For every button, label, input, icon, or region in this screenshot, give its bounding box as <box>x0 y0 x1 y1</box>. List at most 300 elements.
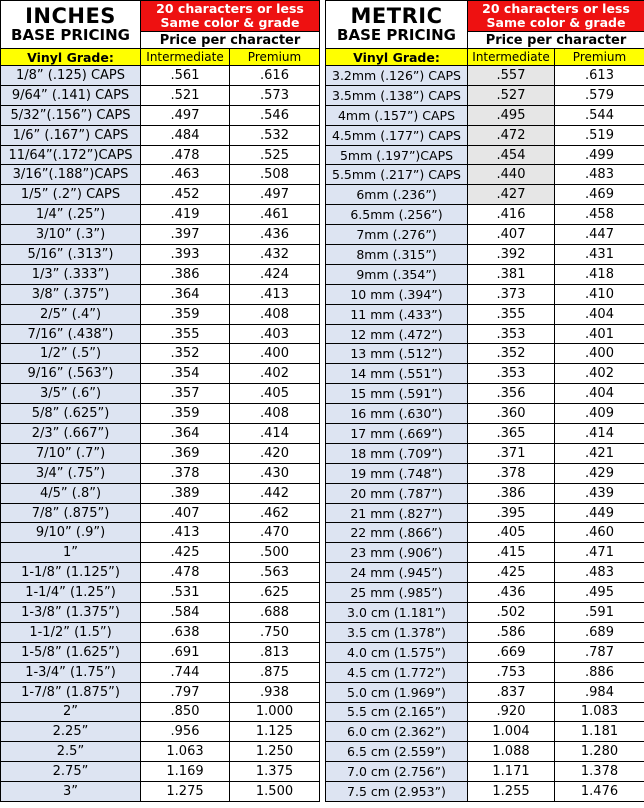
inches-premium-price: .403 <box>230 324 320 344</box>
metric-price-row <box>326 642 644 662</box>
inches-price-row <box>1 782 320 802</box>
inches-price-row <box>1 722 320 742</box>
metric-size-cell: 11 mm (.433”) <box>326 304 468 324</box>
metric-premium-price: 1.181 <box>555 722 644 742</box>
inches-size-cell: 2.75” <box>1 762 141 782</box>
metric-intermediate-price: .355 <box>468 304 555 324</box>
inches-price-row <box>1 284 320 304</box>
inches-premium-price: .461 <box>230 205 320 225</box>
inches-price-row <box>1 185 320 205</box>
inches-size-cell: 1-1/4” (1.25”) <box>1 583 141 603</box>
inches-premium-price: .875 <box>230 662 320 682</box>
inches-title: INCHES <box>25 4 116 28</box>
inches-premium-price: .432 <box>230 245 320 265</box>
inches-title-cell <box>1 1 141 49</box>
inches-price-row <box>1 483 320 503</box>
metric-price-row <box>326 145 644 165</box>
metric-intermediate-price: .392 <box>468 245 555 265</box>
inches-price-row <box>1 384 320 404</box>
inches-size-cell: 1-1/2” (1.5”) <box>1 622 141 642</box>
metric-size-cell: 17 mm (.669”) <box>326 424 468 444</box>
inches-size-cell: 1/4” (.25”) <box>1 205 141 225</box>
inches-size-cell: 2.25” <box>1 722 141 742</box>
inches-premium-price: .405 <box>230 384 320 404</box>
metric-intermediate-price: .837 <box>468 682 555 702</box>
metric-premium-price: .421 <box>555 443 644 463</box>
metric-price-row <box>326 225 644 245</box>
metric-size-cell: 7.5 cm (2.953”) <box>326 782 468 802</box>
metric-size-cell: 12 mm (.472”) <box>326 324 468 344</box>
inches-premium-price: 1.000 <box>230 702 320 722</box>
inches-intermediate-price: .378 <box>141 463 230 483</box>
metric-price-row <box>326 85 644 105</box>
inches-premium-price: .573 <box>230 85 320 105</box>
inches-size-cell: 2” <box>1 702 141 722</box>
metric-intermediate-price: .669 <box>468 642 555 662</box>
metric-premium-price: .579 <box>555 85 644 105</box>
metric-price-row <box>326 543 644 563</box>
inches-intermediate-price: .425 <box>141 543 230 563</box>
inches-price-row <box>1 85 320 105</box>
metric-price-row <box>326 603 644 623</box>
inches-premium-price: .408 <box>230 304 320 324</box>
inches-size-cell: 2/3” (.667”) <box>1 424 141 444</box>
inches-intermediate-price: .389 <box>141 483 230 503</box>
metric-premium-price: .886 <box>555 662 644 682</box>
metric-price-row <box>326 742 644 762</box>
metric-price-row <box>326 503 644 523</box>
inches-grade-label: Vinyl Grade: <box>1 49 141 66</box>
metric-intermediate-price: .440 <box>468 165 555 185</box>
metric-premium-price: .401 <box>555 324 644 344</box>
metric-intermediate-price: .353 <box>468 324 555 344</box>
metric-premium-price: 1.280 <box>555 742 644 762</box>
metric-price-row <box>326 125 644 145</box>
inches-size-cell: 11/64”(.172”)CAPS <box>1 145 141 165</box>
inches-price-row <box>1 364 320 384</box>
metric-price-row <box>326 66 644 86</box>
inches-premium-price: .400 <box>230 344 320 364</box>
metric-intermediate-price: .407 <box>468 225 555 245</box>
metric-title-cell <box>326 1 468 49</box>
inches-intermediate-price: .397 <box>141 225 230 245</box>
metric-price-row <box>326 205 644 225</box>
metric-premium-price: .439 <box>555 483 644 503</box>
metric-price-row <box>326 483 644 503</box>
inches-price-row <box>1 125 320 145</box>
metric-intermediate-price: .586 <box>468 622 555 642</box>
metric-price-row <box>326 443 644 463</box>
metric-price-label: Price per character <box>468 32 644 49</box>
metric-size-cell: 4mm (.157”) CAPS <box>326 105 468 125</box>
metric-subtitle: BASE PRICING <box>337 26 456 44</box>
inches-premium-price: .462 <box>230 503 320 523</box>
inches-intermediate-price: .359 <box>141 304 230 324</box>
inches-size-cell: 1/5” (.2”) CAPS <box>1 185 141 205</box>
metric-price-row <box>326 662 644 682</box>
metric-price-row <box>326 404 644 424</box>
metric-size-cell: 3.2mm (.126”) CAPS <box>326 66 468 86</box>
metric-intermediate-price: .495 <box>468 105 555 125</box>
inches-premium-price: .414 <box>230 424 320 444</box>
inches-size-cell: 3/5” (.6”) <box>1 384 141 404</box>
inches-intermediate-price: .638 <box>141 622 230 642</box>
inches-banner-line2: Same color & grade <box>160 15 300 30</box>
inches-price-label: Price per character <box>141 32 320 49</box>
metric-price-row <box>326 782 644 802</box>
inches-intermediate-price: .355 <box>141 324 230 344</box>
inches-premium-price: .525 <box>230 145 320 165</box>
inches-size-cell: 5/32”(.156”) CAPS <box>1 105 141 125</box>
inches-size-cell: 1-7/8” (1.875”) <box>1 682 141 702</box>
metric-premium-price: .404 <box>555 304 644 324</box>
inches-col-intermediate: Intermediate <box>141 49 230 66</box>
inches-size-cell: 1/8” (.125) CAPS <box>1 66 141 86</box>
metric-price-row <box>326 324 644 344</box>
metric-price-row <box>326 424 644 444</box>
inches-premium-price: 1.125 <box>230 722 320 742</box>
metric-intermediate-price: .371 <box>468 443 555 463</box>
metric-banner-line2: Same color & grade <box>486 15 626 30</box>
inches-intermediate-price: .419 <box>141 205 230 225</box>
inches-subtitle: BASE PRICING <box>11 26 130 44</box>
inches-premium-price: .500 <box>230 543 320 563</box>
inches-price-row <box>1 165 320 185</box>
metric-premium-price: .591 <box>555 603 644 623</box>
inches-premium-price: .563 <box>230 563 320 583</box>
inches-price-row <box>1 702 320 722</box>
metric-col-premium: Premium <box>555 49 644 66</box>
metric-intermediate-price: .353 <box>468 364 555 384</box>
inches-size-cell: 4/5” (.8”) <box>1 483 141 503</box>
inches-pricing-table <box>0 0 320 802</box>
metric-intermediate-price: 1.004 <box>468 722 555 742</box>
inches-size-cell: 7/8” (.875”) <box>1 503 141 523</box>
inches-premium-price: 1.250 <box>230 742 320 762</box>
metric-size-cell: 7mm (.276”) <box>326 225 468 245</box>
metric-premium-price: 1.476 <box>555 782 644 802</box>
metric-intermediate-price: .381 <box>468 264 555 284</box>
metric-size-cell: 6.5 cm (2.559”) <box>326 742 468 762</box>
metric-size-cell: 21 mm (.827”) <box>326 503 468 523</box>
metric-size-cell: 13 mm (.512”) <box>326 344 468 364</box>
metric-intermediate-price: .395 <box>468 503 555 523</box>
metric-title: METRIC <box>350 4 443 28</box>
metric-price-row <box>326 284 644 304</box>
inches-intermediate-price: .386 <box>141 264 230 284</box>
metric-price-row <box>326 264 644 284</box>
metric-intermediate-price: 1.255 <box>468 782 555 802</box>
metric-premium-price: .418 <box>555 264 644 284</box>
inches-premium-price: .508 <box>230 165 320 185</box>
inches-premium-price: .424 <box>230 264 320 284</box>
metric-premium-price: .984 <box>555 682 644 702</box>
inches-size-cell: 1-1/8” (1.125”) <box>1 563 141 583</box>
inches-size-cell: 1/3” (.333”) <box>1 264 141 284</box>
metric-intermediate-price: .454 <box>468 145 555 165</box>
metric-price-row <box>326 364 644 384</box>
inches-intermediate-price: .352 <box>141 344 230 364</box>
metric-size-cell: 5mm (.197”)CAPS <box>326 145 468 165</box>
inches-premium-price: .413 <box>230 284 320 304</box>
inches-premium-price: .430 <box>230 463 320 483</box>
metric-premium-price: .460 <box>555 523 644 543</box>
metric-size-cell: 3.0 cm (1.181”) <box>326 603 468 623</box>
inches-price-row <box>1 205 320 225</box>
inches-intermediate-price: .357 <box>141 384 230 404</box>
inches-intermediate-price: 1.063 <box>141 742 230 762</box>
metric-premium-price: .410 <box>555 284 644 304</box>
inches-col-premium: Premium <box>230 49 320 66</box>
inches-price-row <box>1 603 320 623</box>
inches-intermediate-price: .359 <box>141 404 230 424</box>
inches-intermediate-price: .584 <box>141 603 230 623</box>
inches-intermediate-price: .463 <box>141 165 230 185</box>
metric-size-cell: 19 mm (.748”) <box>326 463 468 483</box>
metric-premium-price: .458 <box>555 205 644 225</box>
inches-size-cell: 1/6” (.167”) CAPS <box>1 125 141 145</box>
inches-price-row <box>1 503 320 523</box>
inches-intermediate-price: .744 <box>141 662 230 682</box>
inches-price-row <box>1 264 320 284</box>
metric-banner-line1: 20 characters or less <box>482 1 630 16</box>
inches-size-cell: 3” <box>1 782 141 802</box>
inches-premium-price: 1.375 <box>230 762 320 782</box>
inches-intermediate-price: .413 <box>141 523 230 543</box>
metric-intermediate-price: .378 <box>468 463 555 483</box>
inches-price-row <box>1 324 320 344</box>
metric-premium-price: .544 <box>555 105 644 125</box>
metric-price-row <box>326 622 644 642</box>
metric-intermediate-price: .373 <box>468 284 555 304</box>
inches-intermediate-price: .364 <box>141 284 230 304</box>
inches-intermediate-price: .407 <box>141 503 230 523</box>
inches-price-row <box>1 245 320 265</box>
metric-premium-price: .429 <box>555 463 644 483</box>
inches-size-cell: 9/64” (.141) CAPS <box>1 85 141 105</box>
metric-intermediate-price: .415 <box>468 543 555 563</box>
inches-intermediate-price: .561 <box>141 66 230 86</box>
inches-intermediate-price: .354 <box>141 364 230 384</box>
metric-price-row <box>326 344 644 364</box>
inches-price-row <box>1 344 320 364</box>
metric-premium-price: .483 <box>555 563 644 583</box>
metric-size-cell: 16 mm (.630”) <box>326 404 468 424</box>
inches-intermediate-price: .521 <box>141 85 230 105</box>
inches-intermediate-price: 1.275 <box>141 782 230 802</box>
inches-premium-price: .625 <box>230 583 320 603</box>
metric-size-cell: 24 mm (.945”) <box>326 563 468 583</box>
inches-intermediate-price: .452 <box>141 185 230 205</box>
metric-intermediate-price: .386 <box>468 483 555 503</box>
metric-size-cell: 25 mm (.985”) <box>326 583 468 603</box>
metric-size-cell: 5.5mm (.217”) CAPS <box>326 165 468 185</box>
inches-premium-price: .497 <box>230 185 320 205</box>
metric-intermediate-price: .753 <box>468 662 555 682</box>
inches-price-row <box>1 742 320 762</box>
inches-intermediate-price: .531 <box>141 583 230 603</box>
inches-price-row <box>1 762 320 782</box>
inches-size-cell: 3/4” (.75”) <box>1 463 141 483</box>
metric-price-row <box>326 563 644 583</box>
inches-size-cell: 7/10” (.7”) <box>1 443 141 463</box>
metric-price-row <box>326 722 644 742</box>
inches-intermediate-price: .364 <box>141 424 230 444</box>
metric-premium-price: .689 <box>555 622 644 642</box>
inches-size-cell: 2.5” <box>1 742 141 762</box>
inches-premium-price: .616 <box>230 66 320 86</box>
inches-size-cell: 9/10” (.9”) <box>1 523 141 543</box>
inches-premium-price: .420 <box>230 443 320 463</box>
inches-price-row <box>1 622 320 642</box>
inches-price-row <box>1 563 320 583</box>
metric-size-cell: 6.0 cm (2.362”) <box>326 722 468 742</box>
inches-premium-price: .546 <box>230 105 320 125</box>
metric-banner <box>468 1 644 32</box>
metric-premium-price: .519 <box>555 125 644 145</box>
metric-premium-price: .449 <box>555 503 644 523</box>
metric-premium-price: .471 <box>555 543 644 563</box>
metric-size-cell: 6.5mm (.256”) <box>326 205 468 225</box>
metric-price-row <box>326 762 644 782</box>
metric-size-cell: 23 mm (.906”) <box>326 543 468 563</box>
inches-price-row <box>1 523 320 543</box>
inches-intermediate-price: .478 <box>141 145 230 165</box>
metric-premium-price: .495 <box>555 583 644 603</box>
inches-price-row <box>1 642 320 662</box>
metric-price-row <box>326 702 644 722</box>
metric-premium-price: .469 <box>555 185 644 205</box>
inches-intermediate-price: .369 <box>141 443 230 463</box>
metric-premium-price: .447 <box>555 225 644 245</box>
inches-price-row <box>1 66 320 86</box>
inches-premium-price: 1.500 <box>230 782 320 802</box>
metric-intermediate-price: .425 <box>468 563 555 583</box>
metric-intermediate-price: 1.171 <box>468 762 555 782</box>
inches-price-row <box>1 304 320 324</box>
inches-price-row <box>1 662 320 682</box>
inches-size-cell: 3/16”(.188”)CAPS <box>1 165 141 185</box>
inches-premium-price: .402 <box>230 364 320 384</box>
inches-size-cell: 3/10” (.3”) <box>1 225 141 245</box>
inches-intermediate-price: 1.169 <box>141 762 230 782</box>
inches-premium-price: .813 <box>230 642 320 662</box>
inches-premium-price: .938 <box>230 682 320 702</box>
metric-size-cell: 9mm (.354”) <box>326 264 468 284</box>
metric-price-row <box>326 105 644 125</box>
inches-intermediate-price: .497 <box>141 105 230 125</box>
inches-size-cell: 1-3/8” (1.375”) <box>1 603 141 623</box>
metric-size-cell: 5.5 cm (2.165”) <box>326 702 468 722</box>
metric-premium-price: .787 <box>555 642 644 662</box>
inches-size-cell: 5/8” (.625”) <box>1 404 141 424</box>
inches-banner-line1: 20 characters or less <box>156 1 304 16</box>
metric-grade-label: Vinyl Grade: <box>326 49 468 66</box>
inches-size-cell: 3/8” (.375”) <box>1 284 141 304</box>
metric-premium-price: .404 <box>555 384 644 404</box>
inches-price-row <box>1 443 320 463</box>
metric-size-cell: 6mm (.236”) <box>326 185 468 205</box>
inches-price-row <box>1 543 320 563</box>
metric-premium-price: 1.378 <box>555 762 644 782</box>
metric-intermediate-price: .356 <box>468 384 555 404</box>
inches-size-cell: 5/16” (.313”) <box>1 245 141 265</box>
metric-size-cell: 4.5mm (.177”) CAPS <box>326 125 468 145</box>
metric-intermediate-price: .360 <box>468 404 555 424</box>
metric-intermediate-price: .405 <box>468 523 555 543</box>
metric-premium-price: .483 <box>555 165 644 185</box>
metric-size-cell: 3.5mm (.138”) CAPS <box>326 85 468 105</box>
metric-pricing-table <box>325 0 644 802</box>
metric-premium-price: .400 <box>555 344 644 364</box>
metric-intermediate-price: .427 <box>468 185 555 205</box>
inches-intermediate-price: .956 <box>141 722 230 742</box>
metric-intermediate-price: .365 <box>468 424 555 444</box>
metric-premium-price: .402 <box>555 364 644 384</box>
inches-size-cell: 1-3/4” (1.75”) <box>1 662 141 682</box>
metric-price-row <box>326 165 644 185</box>
metric-premium-price: .409 <box>555 404 644 424</box>
metric-size-cell: 10 mm (.394”) <box>326 284 468 304</box>
metric-price-row <box>326 583 644 603</box>
inches-size-cell: 1-5/8” (1.625”) <box>1 642 141 662</box>
metric-size-cell: 3.5 cm (1.378”) <box>326 622 468 642</box>
metric-intermediate-price: .920 <box>468 702 555 722</box>
inches-premium-price: .442 <box>230 483 320 503</box>
metric-col-intermediate: Intermediate <box>468 49 555 66</box>
inches-intermediate-price: .850 <box>141 702 230 722</box>
metric-intermediate-price: .502 <box>468 603 555 623</box>
metric-size-cell: 5.0 cm (1.969”) <box>326 682 468 702</box>
inches-size-cell: 1/2” (.5”) <box>1 344 141 364</box>
inches-premium-price: .688 <box>230 603 320 623</box>
inches-price-row <box>1 105 320 125</box>
metric-premium-price: .499 <box>555 145 644 165</box>
inches-size-cell: 1” <box>1 543 141 563</box>
metric-premium-price: 1.083 <box>555 702 644 722</box>
inches-price-row <box>1 424 320 444</box>
inches-price-row <box>1 682 320 702</box>
inches-intermediate-price: .484 <box>141 125 230 145</box>
inches-price-row <box>1 145 320 165</box>
metric-size-cell: 8mm (.315”) <box>326 245 468 265</box>
metric-price-row <box>326 523 644 543</box>
inches-premium-price: .532 <box>230 125 320 145</box>
metric-price-row <box>326 245 644 265</box>
metric-premium-price: .414 <box>555 424 644 444</box>
metric-size-cell: 22 mm (.866”) <box>326 523 468 543</box>
metric-intermediate-price: .416 <box>468 205 555 225</box>
metric-price-row <box>326 682 644 702</box>
metric-price-row <box>326 463 644 483</box>
metric-premium-price: .431 <box>555 245 644 265</box>
inches-intermediate-price: .691 <box>141 642 230 662</box>
metric-intermediate-price: .352 <box>468 344 555 364</box>
metric-size-cell: 18 mm (.709”) <box>326 443 468 463</box>
inches-intermediate-price: .478 <box>141 563 230 583</box>
metric-size-cell: 7.0 cm (2.756”) <box>326 762 468 782</box>
inches-price-row <box>1 225 320 245</box>
metric-size-cell: 4.5 cm (1.772”) <box>326 662 468 682</box>
metric-intermediate-price: .436 <box>468 583 555 603</box>
inches-price-row <box>1 404 320 424</box>
metric-size-cell: 20 mm (.787”) <box>326 483 468 503</box>
inches-banner <box>141 1 320 32</box>
metric-intermediate-price: .557 <box>468 66 555 86</box>
inches-price-row <box>1 583 320 603</box>
inches-intermediate-price: .797 <box>141 682 230 702</box>
metric-price-row <box>326 304 644 324</box>
